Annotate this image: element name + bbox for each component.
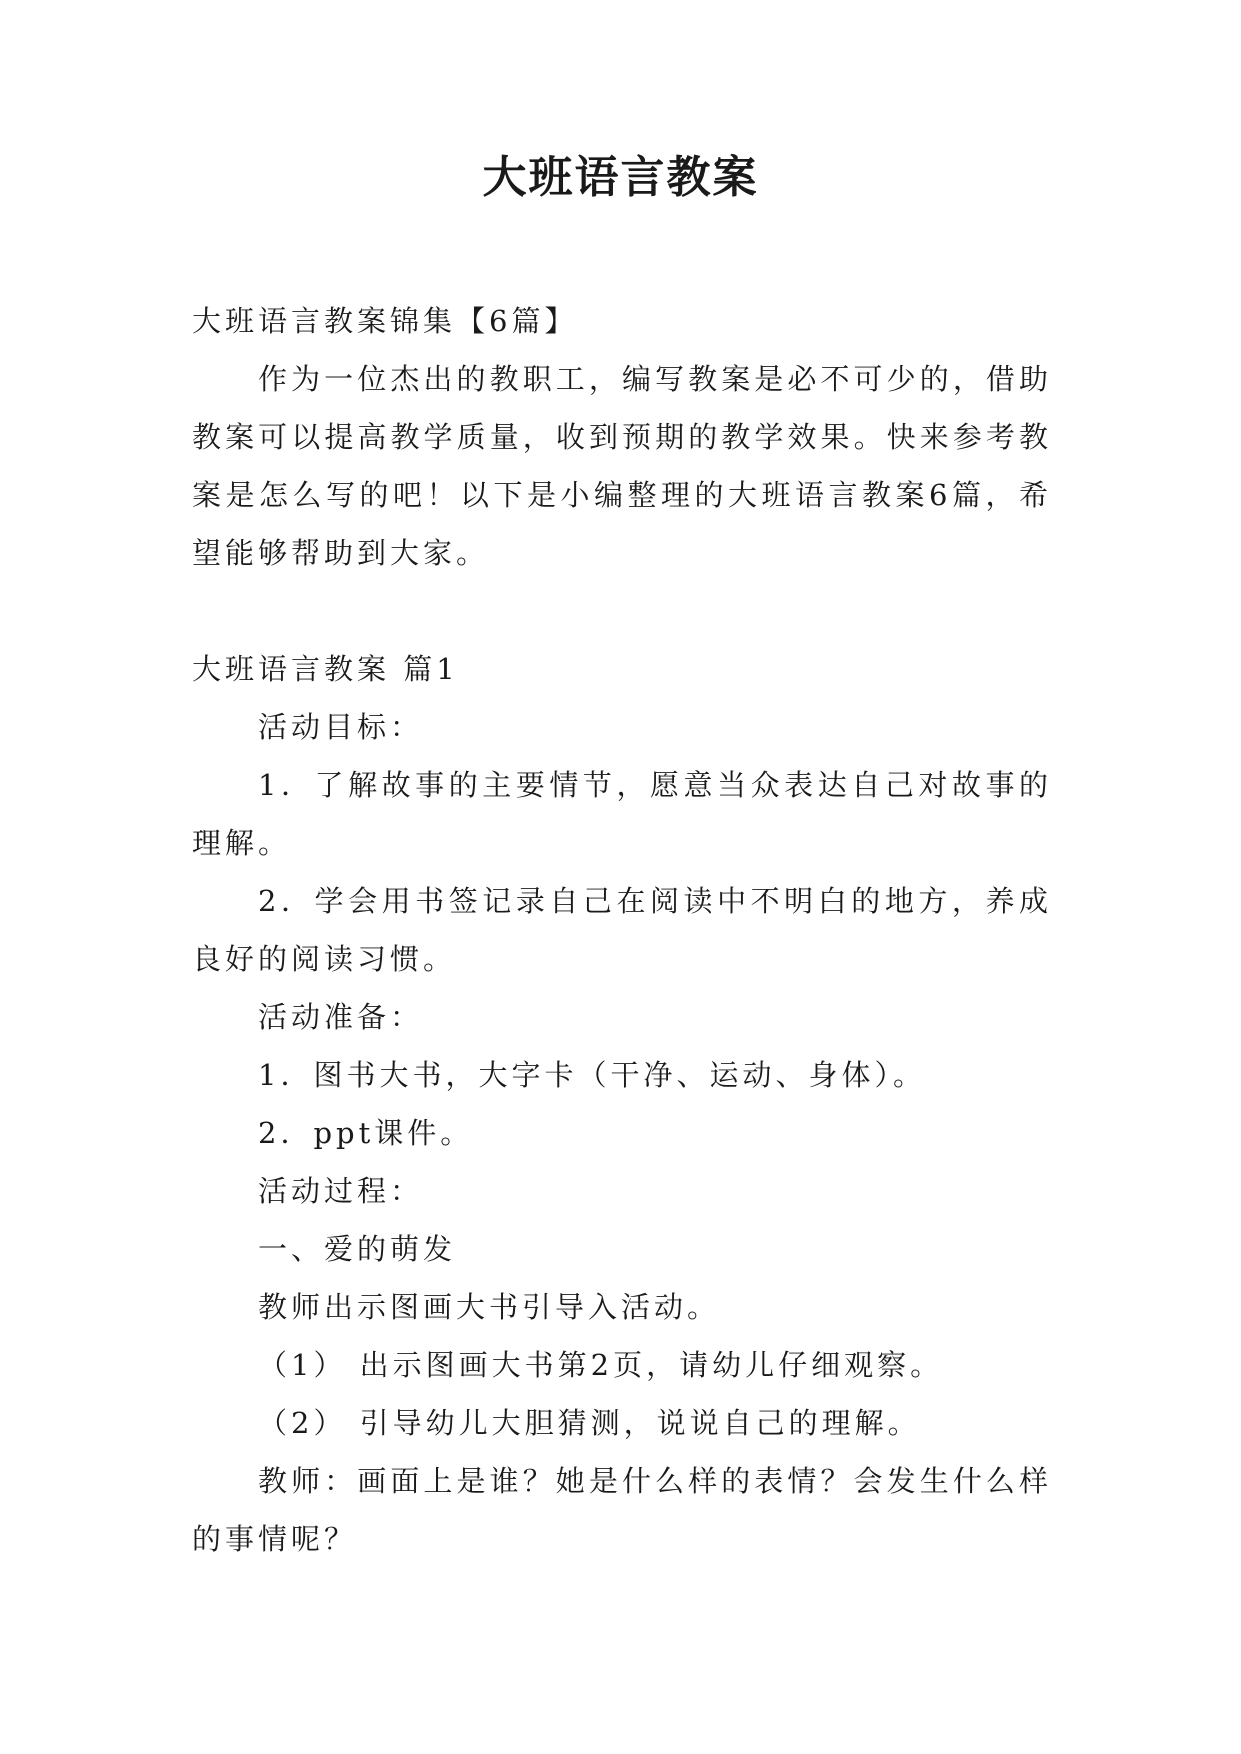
subheading-activity-goals: 活动目标： xyxy=(258,710,424,744)
teacher-dialogue: 教师：画面上是谁？她是什么样的表情？会发生什么样的事情呢？ xyxy=(192,1464,1052,1556)
goal-item: 1．了解故事的主要情节，愿意当众表达自己对故事的理解。 xyxy=(192,768,1052,860)
subheading-activity-preparation: 活动准备： xyxy=(258,1000,424,1034)
document-title: 大班语言教案 xyxy=(482,152,759,203)
subheading-activity-process: 活动过程： xyxy=(258,1174,424,1208)
preparation-item: 2．ppt课件。 xyxy=(258,1116,474,1150)
goal-item: 2．学会用书签记录自己在阅读中不明白的地方，养成良好的阅读习惯。 xyxy=(192,884,1052,976)
process-step-heading: 一、爱的萌发 xyxy=(258,1232,457,1266)
intro-paragraph: 作为一位杰出的教职工，编写教案是必不可少的，借助教案可以提高教学质量，收到预期的教学效果。快来参考教案是怎么写的吧！以下是小编整理的大班语言教案6篇，希望能够帮助到大家。 xyxy=(192,362,1052,570)
section-heading: 大班语言教案 篇1 xyxy=(192,652,459,686)
process-substep: （1） 出示图画大书第2页，请幼儿仔细观察。 xyxy=(258,1348,944,1382)
process-paragraph: 教师出示图画大书引导入活动。 xyxy=(258,1290,721,1324)
collection-heading: 大班语言教案锦集【6篇】 xyxy=(192,304,578,338)
document-body xyxy=(192,292,1052,1568)
preparation-item: 1．图书大书，大字卡（干净、运动、身体）。 xyxy=(258,1058,926,1092)
process-substep: （2） 引导幼儿大胆猜测，说说自己的理解。 xyxy=(258,1406,921,1440)
